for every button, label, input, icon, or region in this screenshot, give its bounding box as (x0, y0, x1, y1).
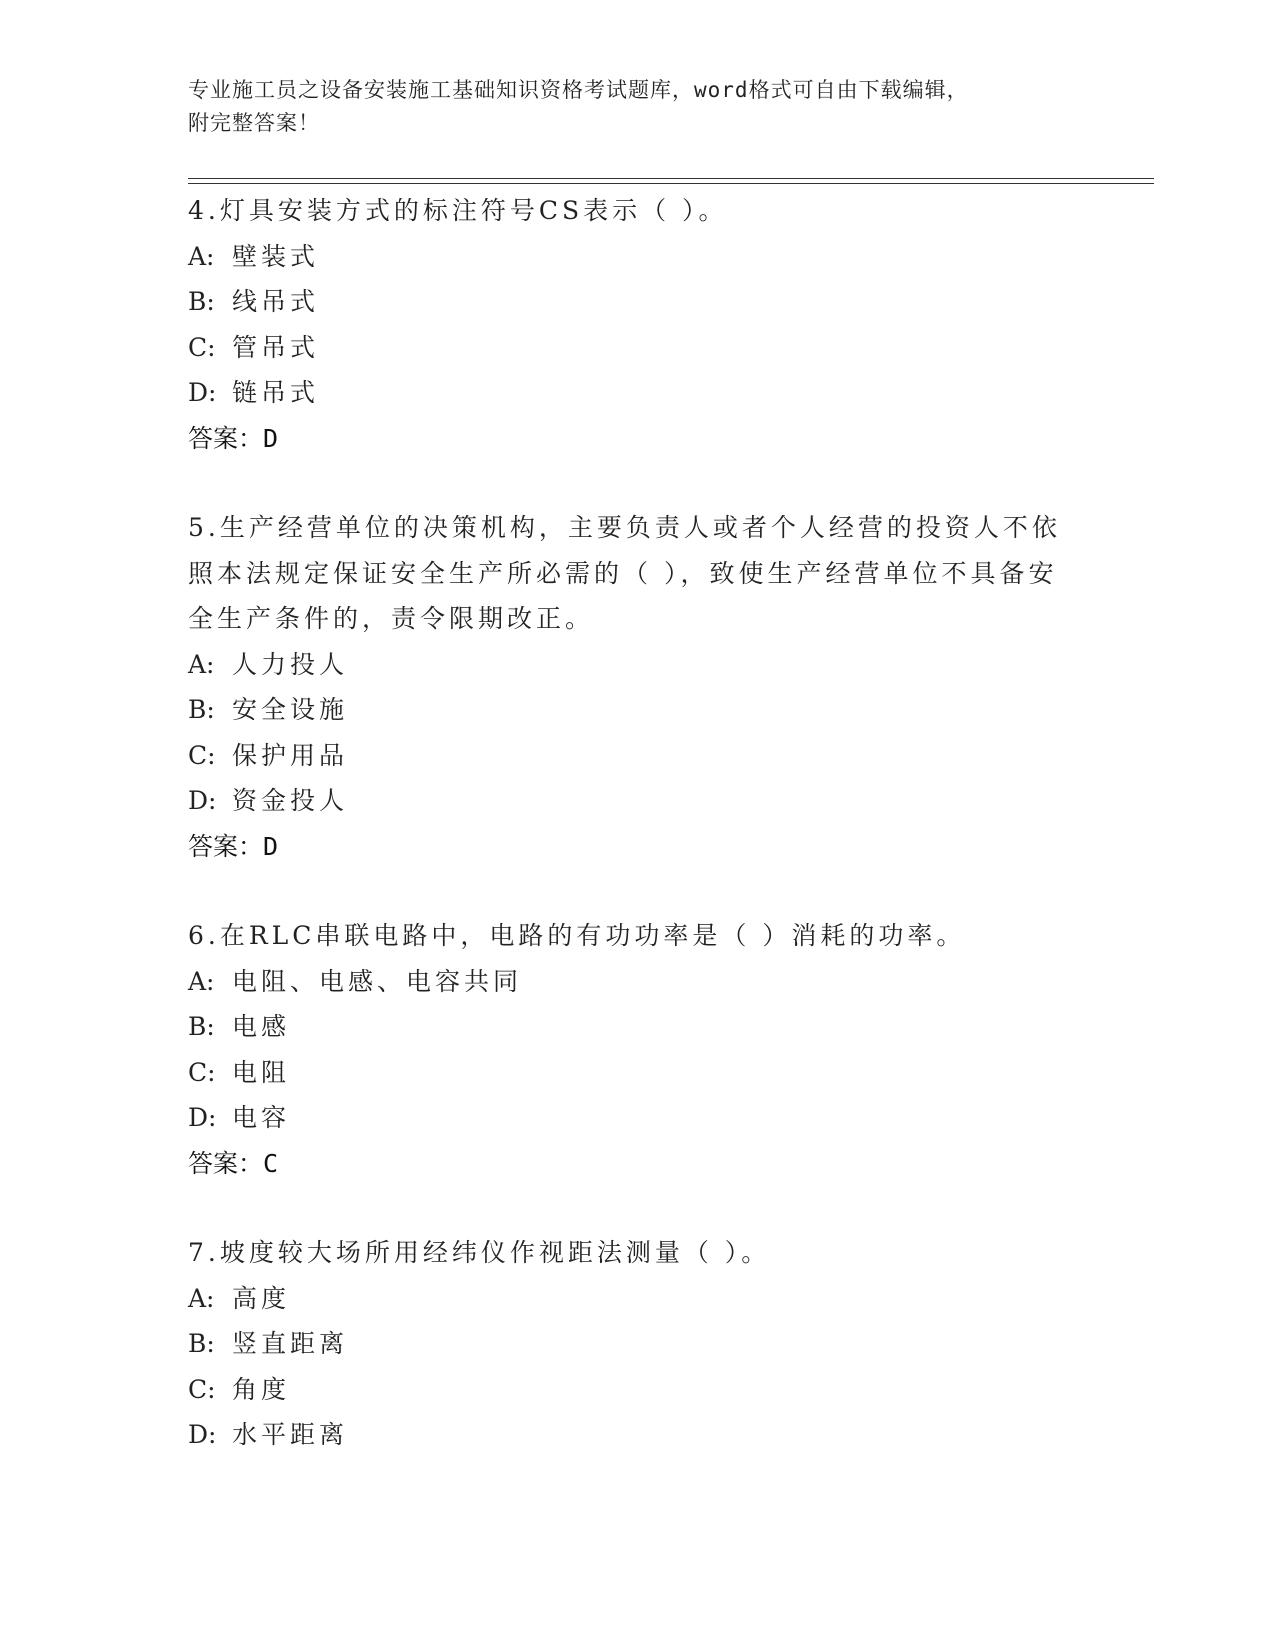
option-a (188, 234, 1088, 280)
option-letter: D: (188, 1103, 217, 1132)
option-c (188, 1367, 1088, 1413)
question-spacer (188, 1186, 1088, 1230)
header-divider (188, 178, 1154, 184)
answer-line: 答案：D (188, 423, 279, 453)
option-text: 电阻、电感、电容共同 (232, 966, 523, 996)
question-spacer (188, 461, 1088, 505)
option-c (188, 733, 1088, 779)
option-letter: C: (188, 740, 216, 770)
option-letter: A: (188, 1283, 215, 1313)
option-b (188, 279, 1088, 325)
option-text: 角度 (232, 1374, 291, 1404)
option-text: 安全设施 (232, 695, 349, 724)
option-letter: B: (188, 695, 215, 724)
option-d (188, 778, 1088, 824)
header-line-1: 专业施工员之设备安装施工基础知识资格考试题库，word格式可自由下载编辑， (188, 78, 969, 102)
option-letter: C: (188, 1374, 216, 1404)
question-4 (188, 188, 1088, 461)
option-text: 资金投人 (232, 786, 349, 815)
option-d (188, 1095, 1088, 1141)
question-spacer (188, 869, 1088, 913)
option-b (188, 1321, 1088, 1367)
option-b (188, 687, 1088, 733)
question-7 (188, 1230, 1088, 1458)
question-6 (188, 913, 1088, 1186)
option-c (188, 1050, 1088, 1096)
document-header (188, 74, 1068, 140)
option-text: 人力投人 (232, 649, 349, 679)
option-letter: D: (188, 378, 217, 407)
option-a (188, 1276, 1088, 1322)
option-d (188, 370, 1088, 416)
option-letter: B: (188, 287, 215, 316)
question-stem: 6.在RLC串联电路中，电路的有功功率是（ ）消耗的功率。 (188, 921, 966, 950)
option-text: 壁装式 (232, 241, 320, 271)
question-stem: 4.灯具安装方式的标注符号CS表示（ ）。 (188, 196, 728, 225)
option-b (188, 1004, 1088, 1050)
option-a (188, 642, 1088, 688)
header-line-2: 附完整答案！ (188, 111, 320, 135)
option-text: 管吊式 (232, 332, 320, 362)
option-letter: A: (188, 241, 215, 271)
option-letter: B: (188, 1012, 215, 1041)
answer-line: 答案：D (188, 831, 279, 861)
answer-line: 答案：C (188, 1148, 279, 1178)
question-stem-line-1: 5.生产经营单位的决策机构，主要负责人或者个人经营的投资人不依 (188, 513, 1061, 542)
question-list (188, 188, 1088, 1458)
option-text: 线吊式 (232, 287, 320, 316)
option-a (188, 959, 1088, 1005)
option-text: 高度 (232, 1283, 291, 1313)
option-text: 水平距离 (232, 1420, 349, 1449)
option-letter: D: (188, 1420, 217, 1449)
question-stem-line-2: 照本法规定保证安全生产所必需的（ ），致使生产经营单位不具备安 (188, 558, 1058, 588)
option-letter: C: (188, 1057, 216, 1087)
option-letter: D: (188, 786, 217, 815)
question-stem: 7.坡度较大场所用经纬仪作视距法测量（ ）。 (188, 1238, 771, 1267)
question-5 (188, 505, 1088, 869)
question-stem-line-3: 全生产条件的，责令限期改正。 (188, 604, 595, 633)
option-letter: A: (188, 649, 215, 679)
option-letter: B: (188, 1329, 215, 1358)
option-text: 保护用品 (232, 740, 349, 770)
option-text: 电容 (232, 1103, 291, 1132)
option-text: 链吊式 (232, 378, 320, 407)
option-text: 电阻 (232, 1057, 291, 1087)
option-text: 竖直距离 (232, 1329, 349, 1358)
option-c (188, 325, 1088, 371)
option-d (188, 1412, 1088, 1458)
option-text: 电感 (232, 1012, 291, 1041)
option-letter: C: (188, 332, 216, 362)
option-letter: A: (188, 966, 215, 996)
